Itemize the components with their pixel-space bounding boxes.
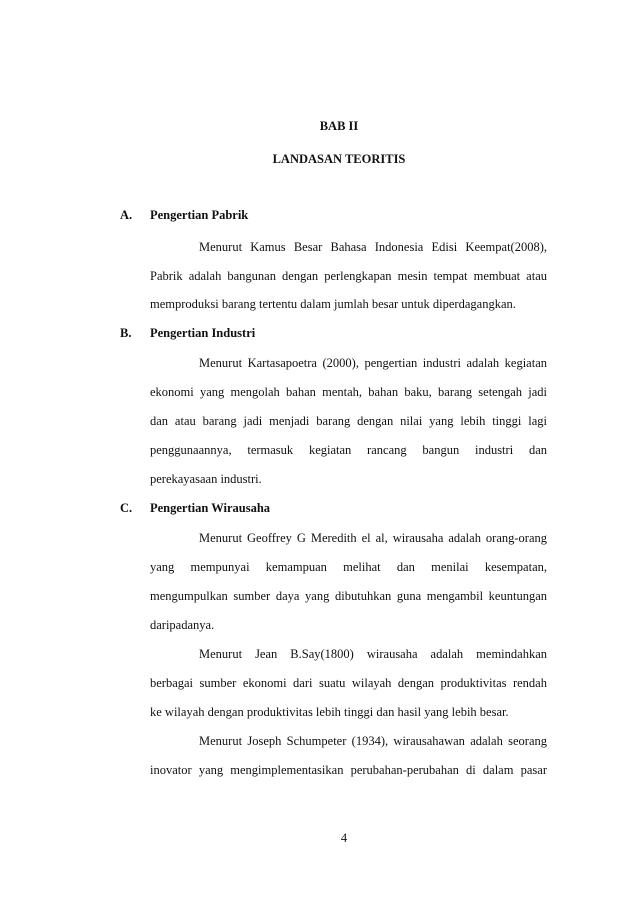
chapter-label: BAB II: [319, 119, 359, 133]
section-c-line-9: inovator yang mengimplementasikan perubahan-perubahan di dalam pasar: [150, 763, 547, 777]
section-b-line-1: Menurut Kartasapoetra (2000), pengertian industri adalah kegiatan: [199, 356, 547, 370]
section-c-line-6: berbagai sumber ekonomi dari suatu wilayah dengan produktivitas rendah: [150, 676, 547, 690]
section-c-line-4: daripadanya.: [150, 618, 215, 632]
page-number: 4: [340, 831, 348, 845]
section-c-heading: Pengertian Wirausaha: [150, 501, 271, 515]
chapter-title: LANDASAN TEORITIS: [272, 152, 406, 166]
section-b-line-4: penggunaannya, termasuk kegiatan rancang bangun industri dan: [150, 443, 547, 457]
section-c-line-1: Menurut Geoffrey G Meredith el al, wirausaha adalah orang-orang: [199, 531, 547, 545]
section-b-letter: B.: [120, 326, 132, 340]
section-c-letter: C.: [120, 501, 133, 515]
section-a-line-1: Menurut Kamus Besar Bahasa Indonesia Edisi Keempat(2008),: [199, 240, 547, 254]
section-b-line-5: perekayasaan industri.: [150, 472, 262, 486]
section-a-heading: Pengertian Pabrik: [150, 208, 249, 222]
section-c-line-3: mengumpulkan sumber daya yang dibutuhkan guna mengambil keuntungan: [150, 589, 547, 603]
section-c-line-8: Menurut Joseph Schumpeter (1934), wirausahawan adalah seorang: [199, 734, 547, 748]
section-a-line-3: memproduksi barang tertentu dalam jumlah besar untuk diperdagangkan.: [150, 297, 516, 311]
section-c-line-2: yang mempunyai kemampuan melihat dan menilai kesempatan,: [150, 560, 547, 574]
section-a-line-2: Pabrik adalah bangunan dengan perlengkapan mesin tempat membuat atau: [150, 269, 547, 283]
section-b-line-3: dan atau barang jadi menjadi barang dengan nilai yang lebih tinggi lagi: [150, 414, 547, 428]
section-b-heading: Pengertian Industri: [150, 326, 256, 340]
section-c-line-5: Menurut Jean B.Say(1800) wirausaha adalah memindahkan: [199, 647, 547, 661]
section-b-line-2: ekonomi yang mengolah bahan mentah, bahan baku, barang setengah jadi: [150, 385, 547, 399]
section-a-letter: A.: [120, 208, 133, 222]
section-c-line-7: ke wilayah dengan produktivitas lebih tinggi dan hasil yang lebih besar.: [150, 705, 509, 719]
